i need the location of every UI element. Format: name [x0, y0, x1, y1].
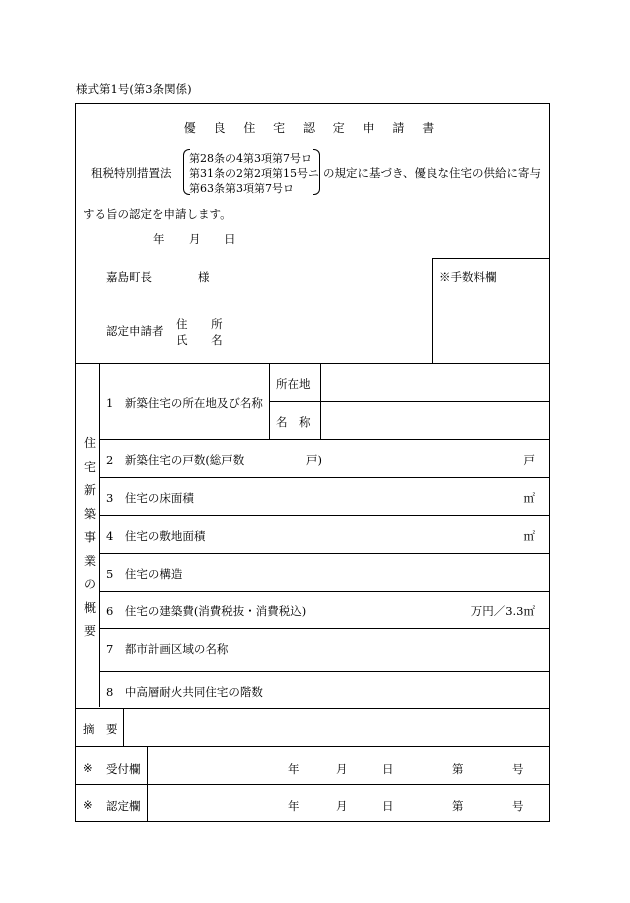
fee-box-top: [432, 258, 550, 259]
addressee-honorific: 様: [198, 270, 210, 284]
row-line: [99, 628, 550, 629]
row-4-unit: ㎡: [523, 529, 535, 543]
site-name-label: 名 称: [276, 415, 311, 429]
received-go: 号: [512, 762, 524, 776]
row-2-label: 2 新築住宅の戸数(総戸数: [106, 453, 245, 467]
row-line: [99, 439, 550, 440]
summary-label: 摘 要: [83, 722, 118, 736]
applicant-address-label: 住 所: [176, 317, 233, 331]
application-form: [75, 103, 550, 822]
row-line: [99, 591, 550, 592]
row-line: [99, 515, 550, 516]
applicant-label: 認定申請者: [106, 324, 164, 338]
certified-day: 日: [382, 799, 394, 813]
law-continuation: する旨の認定を申請します。: [83, 207, 232, 221]
certified-year: 年: [288, 799, 300, 813]
row-6-unit: 万円／3.3㎡: [470, 604, 535, 618]
certified-go: 号: [512, 799, 524, 813]
certified-dai: 第: [452, 799, 464, 813]
row-4-label: 4 住宅の敷地面積: [106, 529, 206, 543]
row-2-mid: 戸): [306, 453, 322, 467]
certified-month: 月: [336, 799, 348, 813]
row-6-label: 6 住宅の建築費(消費税抜・消費税込): [106, 604, 307, 618]
applicant-name-label: 氏 名: [176, 333, 233, 347]
received-month: 月: [336, 762, 348, 776]
row-line: [76, 784, 550, 785]
fee-label: ※手数料欄: [439, 270, 497, 284]
addressee-name: 嘉島町長: [106, 270, 152, 284]
certified-label: 認定欄: [106, 799, 141, 813]
row-5-label: 5 住宅の構造: [106, 567, 183, 581]
location-label: 所在地: [276, 377, 311, 391]
received-dai: 第: [452, 762, 464, 776]
summary-top-line: [76, 708, 550, 709]
overview-top-line: [76, 363, 550, 364]
certified-mark: ※: [83, 798, 93, 812]
row-3-unit: ㎡: [523, 491, 535, 505]
form-title: 優 良 住 宅 認 定 申 請 書: [183, 121, 442, 135]
law-item-3: 第63条第3項第7号ロ: [189, 182, 294, 195]
row-3-label: 3 住宅の床面積: [106, 491, 194, 505]
row-line: [99, 671, 550, 672]
row-7-label: 7 都市計画区域の名称: [106, 642, 229, 656]
row-2-unit: 戸: [523, 453, 535, 467]
row-1-label: 1 新築住宅の所在地及び名称: [106, 396, 263, 410]
overview-label: 住 宅 新 築 事 業 の 概 要: [83, 436, 96, 638]
right-brace: [313, 149, 320, 195]
received-day: 日: [382, 762, 394, 776]
row-line: [99, 553, 550, 554]
overview-label-divider: [99, 363, 100, 707]
fee-box-left: [432, 258, 433, 363]
row-line: [99, 477, 550, 478]
received-year: 年: [288, 762, 300, 776]
row-8-label: 8 中高層耐火共同住宅の階数: [106, 685, 263, 699]
law-tail: の規定に基づき、優良な住宅の供給に寄与: [323, 166, 542, 180]
law-item-2: 第31条の2第2項第15号ニ: [189, 167, 319, 180]
form-number: 様式第1号(第3条関係): [76, 82, 192, 96]
received-mark: ※: [83, 761, 93, 775]
date-day: 日: [224, 232, 236, 246]
date-month: 月: [189, 232, 201, 246]
row-1-split: [269, 401, 550, 402]
law-item-1: 第28条の4第3項第7号ロ: [189, 152, 312, 165]
law-label: 租税特別措置法: [91, 166, 172, 180]
summary-divider: [123, 708, 124, 746]
received-label: 受付欄: [106, 762, 141, 776]
date-year: 年: [153, 232, 165, 246]
